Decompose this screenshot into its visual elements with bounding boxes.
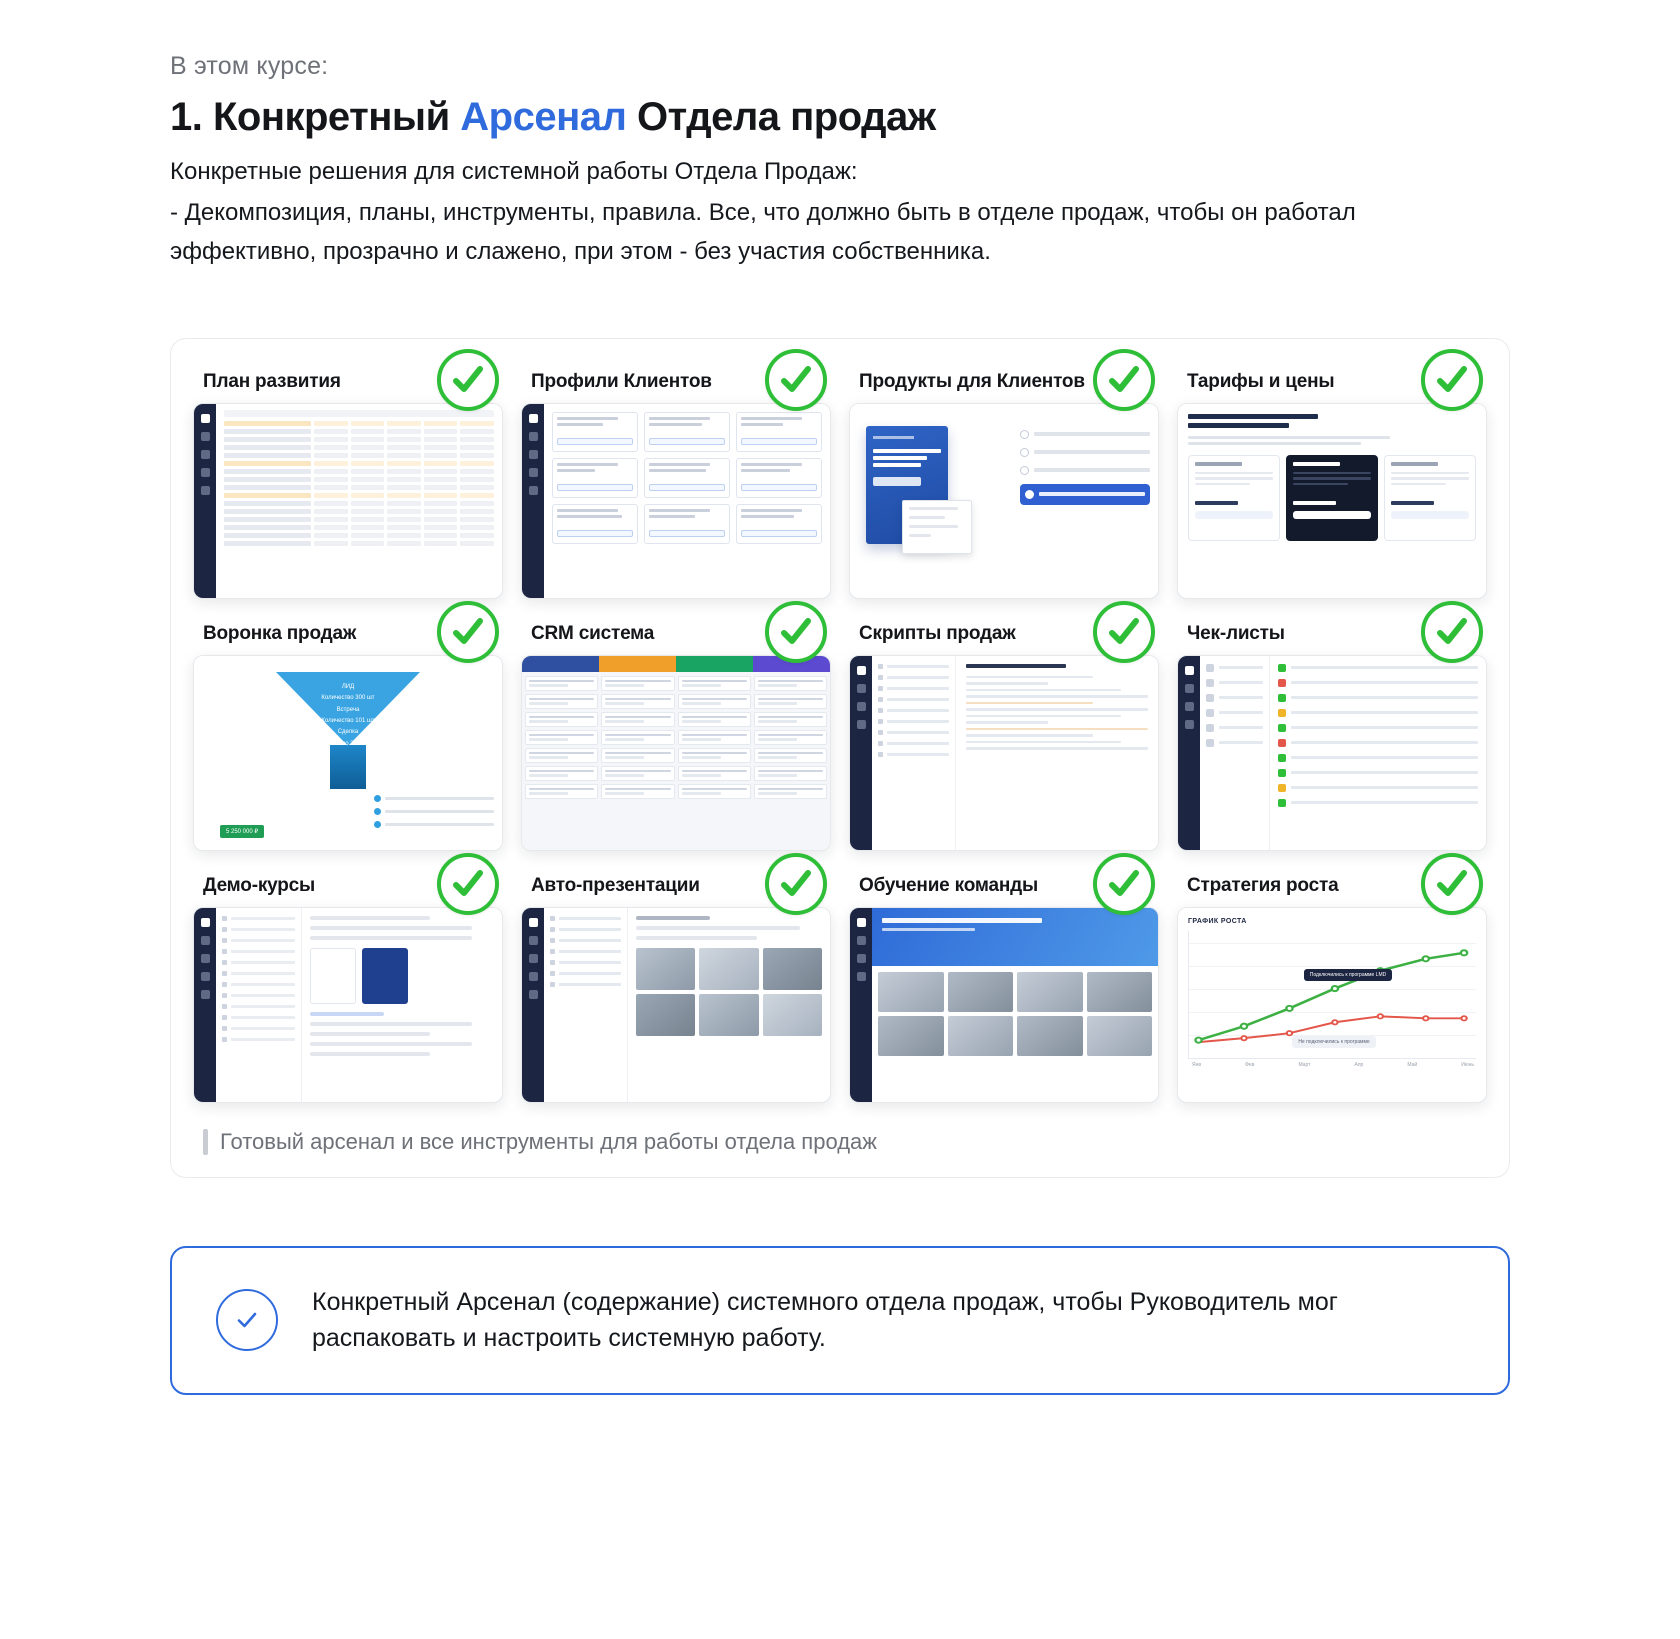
kanban-column — [601, 676, 674, 802]
screenshot-thumbnail[interactable] — [849, 907, 1159, 1103]
gallery-item[interactable] — [193, 365, 503, 599]
gallery-item[interactable] — [193, 617, 503, 851]
product-option — [1020, 430, 1150, 439]
screenshot-thumbnail[interactable] — [521, 907, 831, 1103]
screenshot-body — [1178, 404, 1486, 598]
gallery-item[interactable] — [521, 869, 831, 1103]
gallery-card — [170, 338, 1510, 1178]
check-icon — [1421, 853, 1483, 915]
growth-x-axis: Янв Фев Март Апр Май Июнь — [1192, 1061, 1474, 1068]
gallery-item-title: Скрипты продаж — [859, 622, 1016, 644]
gallery-item[interactable] — [1177, 617, 1487, 851]
check-icon — [765, 853, 827, 915]
check-icon — [1093, 349, 1155, 411]
screenshot-thumbnail[interactable] — [849, 403, 1159, 599]
screenshot-thumbnail[interactable] — [193, 655, 503, 851]
tariff-card-highlighted — [1286, 455, 1378, 541]
screenshot-thumbnail[interactable] — [1177, 655, 1487, 851]
page-title — [170, 95, 1510, 140]
gallery-item[interactable] — [521, 365, 831, 599]
summary-callout — [170, 1246, 1510, 1395]
checklist-nav — [1200, 656, 1270, 850]
product-option — [1020, 448, 1150, 457]
product-options-list — [1020, 430, 1150, 514]
screenshot-thumbnail[interactable] — [1177, 403, 1487, 599]
screenshot-thumbnail[interactable] — [849, 655, 1159, 851]
gallery-item[interactable] — [849, 617, 1159, 851]
screenshot-body — [544, 404, 830, 598]
screenshot-thumbnail[interactable] — [1177, 907, 1487, 1103]
check-icon — [437, 601, 499, 663]
lede-text: Конкретные решения для системной работы Отдела Продаж: — [170, 158, 858, 185]
growth-badge-connected: Подключились к программе LMD — [1304, 969, 1392, 981]
gallery-item-title: Чек-листы — [1187, 622, 1285, 644]
callout-text: Конкретный Арсенал (содержание) системного отдела продаж, чтобы Руководитель мог распаковать и настроить системную работу. — [312, 1287, 1338, 1353]
gallery-item-title: Профили Клиентов — [531, 370, 712, 392]
screenshot-body — [1178, 908, 1486, 1102]
gallery-item-title: Авто-презентации — [531, 874, 700, 896]
screenshot-body — [850, 404, 1158, 598]
screenshot-thumbnail[interactable] — [521, 403, 831, 599]
growth-chart-mock — [1178, 908, 1486, 1102]
course-menu — [216, 908, 302, 1102]
gallery-item-title: Продукты для Клиентов — [859, 370, 1085, 392]
check-icon — [1093, 853, 1155, 915]
gallery-item[interactable] — [1177, 869, 1487, 1103]
product-option — [1020, 466, 1150, 475]
funnel-stem — [330, 745, 366, 789]
screenshot-thumbnail[interactable] — [193, 403, 503, 599]
screenshot-body — [872, 656, 1158, 850]
check-icon — [765, 601, 827, 663]
screenshot-body — [194, 656, 502, 850]
gallery-item-title: Демо-курсы — [203, 874, 316, 896]
screenshot-thumbnail[interactable] — [521, 655, 831, 851]
screenshot-thumbnail[interactable] — [193, 907, 503, 1103]
client-profile-cards — [544, 404, 830, 552]
gallery-item[interactable] — [193, 869, 503, 1103]
gallery-item-title: Обучение команды — [859, 874, 1038, 896]
screenshot-body — [216, 908, 502, 1102]
check-icon — [437, 853, 499, 915]
app-sidebar-rail — [522, 908, 544, 1102]
gallery-item[interactable] — [849, 365, 1159, 599]
gallery-item[interactable] — [1177, 365, 1487, 599]
description-text: - Декомпозиция, планы, инструменты, правила. Все, что должно быть в отделе продаж, чтобы он работал эффективно, прозрачно и слажено, при этом - без участия собственника. — [170, 199, 1356, 265]
checklist-items — [1270, 656, 1486, 850]
app-sidebar-rail — [194, 404, 216, 598]
check-circle-icon — [216, 1289, 278, 1351]
gallery-item[interactable] — [849, 869, 1159, 1103]
gallery-item-title: План развития — [203, 370, 341, 392]
title-prefix: 1. Конкретный — [170, 95, 461, 139]
check-icon — [1421, 349, 1483, 411]
script-document — [956, 656, 1158, 850]
presentation-photos — [636, 948, 822, 1036]
growth-plot-area — [1188, 931, 1476, 1059]
course-banner — [872, 908, 1158, 966]
product-paper-mock — [902, 500, 972, 554]
tariff-card — [1188, 455, 1280, 541]
header-section — [0, 0, 1680, 272]
screenshot-body — [872, 908, 1158, 1102]
app-sidebar-rail — [522, 404, 544, 598]
title-suffix: Отдела продаж — [626, 95, 936, 139]
screenshot-body — [522, 656, 830, 850]
gallery-caption — [203, 1129, 1487, 1155]
title-accent: Арсенал — [460, 95, 627, 139]
presentation-content — [628, 908, 830, 1102]
caption-text: Готовый арсенал и все инструменты для работы отдела продаж — [220, 1128, 877, 1154]
gallery-item-title: Воронка продаж — [203, 622, 357, 644]
gallery-item-title: Стратегия роста — [1187, 874, 1339, 896]
check-icon — [437, 349, 499, 411]
screenshot-body — [216, 404, 502, 598]
check-icon — [1093, 601, 1155, 663]
kanban-columns — [522, 672, 830, 806]
product-option-selected — [1020, 484, 1150, 505]
gallery-item-title: Тарифы и цены — [1187, 370, 1335, 392]
caption-accent-bar — [203, 1129, 208, 1155]
script-steps-list — [872, 656, 956, 850]
screenshot-body — [544, 908, 830, 1102]
app-sidebar-rail — [850, 908, 872, 1102]
app-sidebar-rail — [194, 908, 216, 1102]
funnel-total-badge: 5 250 000 ₽ — [220, 825, 264, 838]
check-icon — [1421, 601, 1483, 663]
check-icon — [765, 349, 827, 411]
kanban-column — [678, 676, 751, 802]
funnel-legend — [374, 795, 494, 834]
presentation-nav — [544, 908, 628, 1102]
screenshot-body — [1200, 656, 1486, 850]
kanban-column — [525, 676, 598, 802]
funnel-stage-labels: ЛИД Количество 300 шт Встреча Количество 101 шт Сделка Кол-во 35 шт — [321, 683, 375, 747]
app-sidebar-rail — [850, 656, 872, 850]
lesson-thumbnails — [872, 966, 1158, 1062]
app-sidebar-rail — [1178, 656, 1200, 850]
growth-badge-not-connected: Не подключились к программе — [1292, 1036, 1375, 1048]
tariffs-mock — [1178, 404, 1486, 551]
eyebrow-text: В этом курсе: — [170, 52, 329, 80]
gallery-item-title: CRM система — [531, 622, 655, 644]
growth-chart-title: ГРАФИК РОСТА — [1188, 917, 1247, 925]
gallery-item[interactable] — [521, 617, 831, 851]
spreadsheet-mock — [216, 404, 502, 555]
kanban-column — [754, 676, 827, 802]
gallery-grid — [193, 365, 1487, 1103]
course-content — [302, 908, 502, 1102]
tariff-card — [1384, 455, 1476, 541]
